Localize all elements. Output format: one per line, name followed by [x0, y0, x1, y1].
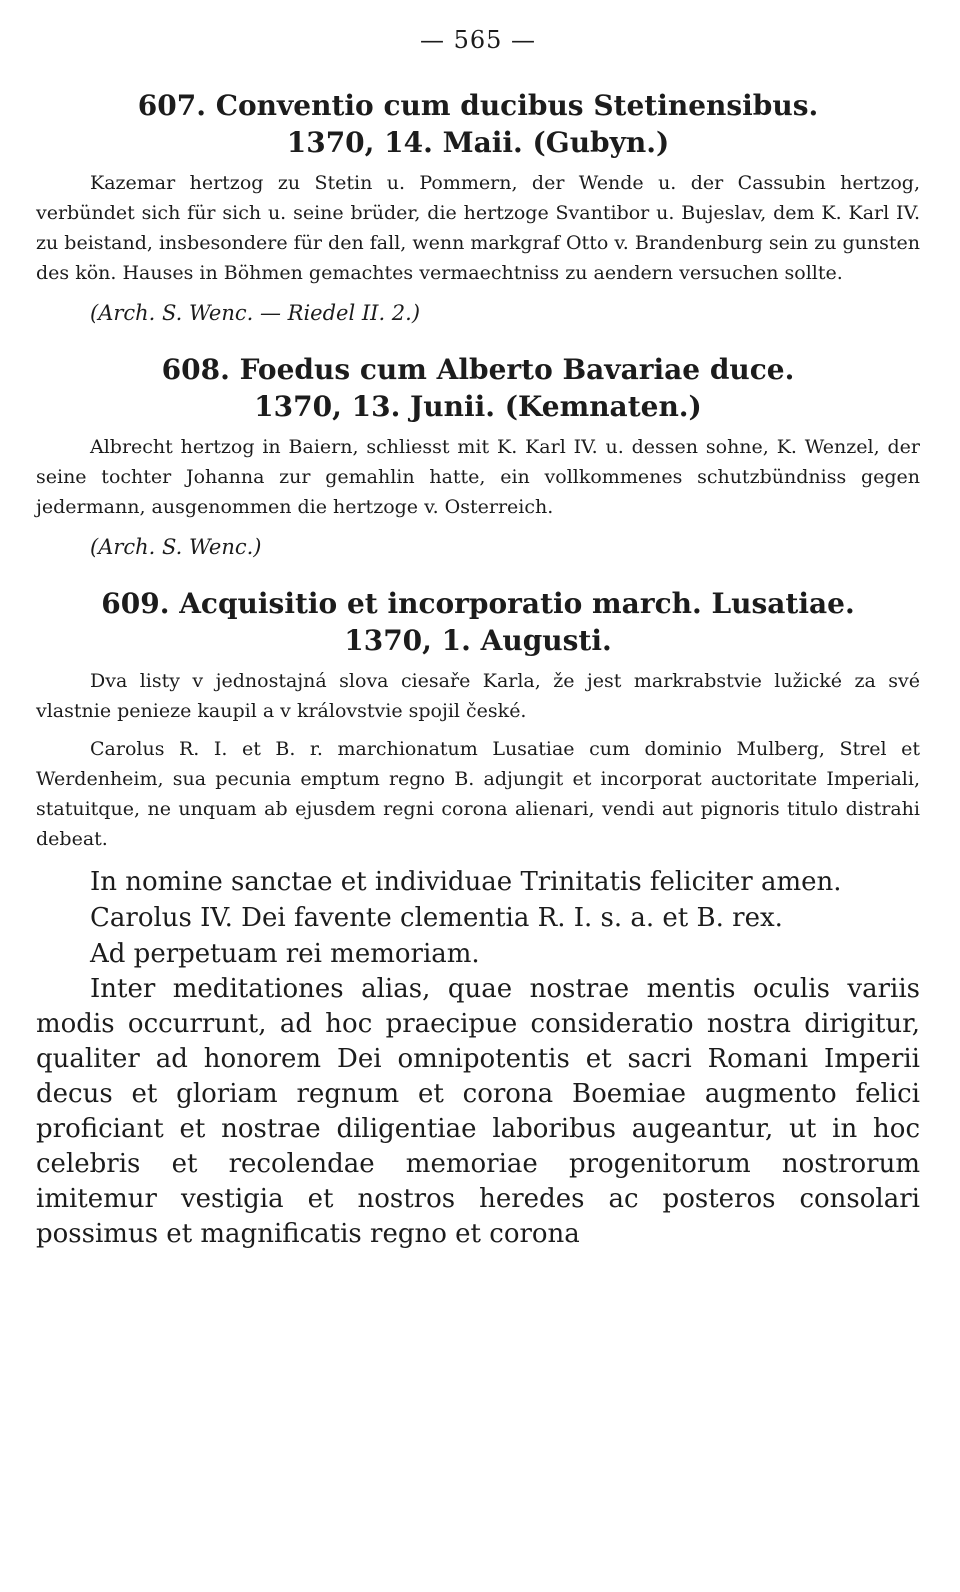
entry-source: (Arch. S. Wenc.): [90, 535, 262, 559]
invocatio-line: In nomine sanctae et individuae Trinitatis feliciter amen.: [90, 867, 842, 897]
entry-title: 609. Acquisitio et incorporatio march. Lusatiae.: [101, 587, 855, 620]
intitulatio-line: Carolus IV. Dei favente clementia R. I. s. a. et B. rex.: [90, 903, 783, 933]
page-number: — 565 —: [419, 26, 537, 54]
entry-607: [36, 88, 920, 328]
entry-609: [36, 586, 920, 1252]
entry-summary: Kazemar hertzog zu Stetin u. Pommern, der Wende u. der Cassubin hertzog, verbündet sich für sich u. seine brüder, die hertzoge Svantibor u. Bujeslav, dem K. Karl IV. zu beistand, insbesondere für den fall, wenn markgraf Otto v. Brandenburg sein zu gunsten des kön. Hauses in Böhmen gemachtes vermaechtniss zu aendern versuchen sollte.: [36, 172, 920, 284]
entry-608: [36, 352, 920, 562]
entry-date: 1370, 13. Junii. (Kemnaten.): [254, 390, 702, 423]
memoria-line: Ad perpetuam rei memoriam.: [90, 939, 480, 969]
entry-title: 608. Foedus cum Alberto Bavariae duce.: [161, 353, 795, 386]
entry-latin-summary: Carolus R. I. et B. r. marchionatum Lusatiae cum dominio Mulberg, Strel et Werdenheim, sua pecunia emptum regno B. adjungit et incorporat auctoritate Imperiali, statuitque, ne unquam ab ejusdem regni corona alienari, vendi aut pignoris titulo distrahi debeat.: [36, 738, 920, 850]
arenga-paragraph: Inter meditationes alias, quae nostrae mentis oculis variis modis occurrunt, ad hoc praecipue consideratio nostra dirigitur, qualiter ad honorem Dei omnipotentis et sacri Romani Imperii decus et gloriam regnum et corona Boemiae augmento felici proficiant et nostrae diligentiae laboribus augeantur, ut in hoc celebris et recolendae memoriae progenitorum nostrorum imitemur vestigia et nostros heredes ac posteros consolari possimus et magnificatis regno et corona: [36, 974, 920, 1249]
entry-source: (Arch. S. Wenc. — Riedel II. 2.): [90, 301, 421, 325]
entry-date: 1370, 14. Maii. (Gubyn.): [286, 126, 670, 159]
entry-czech-summary: Dva listy v jednostajná slova ciesaře Karla, že jest markrabstvie lužické za své vlastnie penieze kaupil a v královstvie spojil české.: [36, 670, 920, 722]
entry-date: 1370, 1. Augusti.: [344, 624, 612, 657]
charter-text: [36, 864, 920, 1252]
entry-summary: Albrecht hertzog in Baiern, schliesst mit K. Karl IV. u. dessen sohne, K. Wenzel, der seine tochter Johanna zur gemahlin hatte, ein vollkommenes schutzbündniss gegen jedermann, ausgenommen die hertzoge v. Osterreich.: [36, 436, 920, 518]
entry-title: 607. Conventio cum ducibus Stetinensibus.: [137, 89, 819, 122]
